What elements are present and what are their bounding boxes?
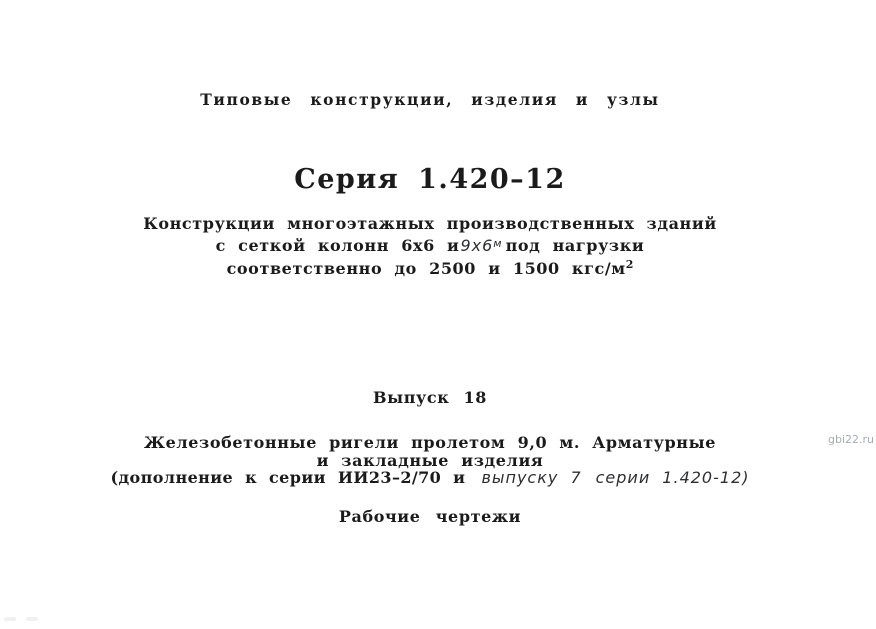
scan-artifact	[26, 617, 38, 621]
issue-label: Выпуск 18	[372, 388, 488, 407]
subject-line-3-prefix: (дополнение к серии ИИ23–2/70 и	[110, 468, 466, 487]
series-title: Серия 1.420–12	[294, 164, 566, 195]
issue-reference-insert: выпуску 7	[481, 468, 582, 487]
description-line-3-text: соответственно до 2500 и 1500 кгс/м	[226, 259, 626, 278]
meters-unit: м	[493, 237, 503, 250]
subject-line-2: и закладные изделия	[316, 451, 544, 470]
document-type: Рабочие чертежи	[338, 507, 522, 526]
description-line-2-prefix: с сеткой колонн 6х6 и	[215, 236, 460, 255]
description-line-1: Конструкции многоэтажных производственных зданий	[143, 214, 717, 233]
description-line-2	[0, 236, 860, 255]
series-reference-insert: серии 1.420-12)	[595, 468, 750, 487]
superscript-2: 2	[625, 258, 634, 271]
description-line-2-suffix: под нагрузки	[505, 236, 645, 255]
site-watermark: gbi22.ru	[827, 433, 874, 446]
grid-size-insert: 9х6	[460, 236, 494, 255]
scan-artifact	[4, 617, 16, 621]
subject-line-1: Железобетонные ригели пролетом 9,0 м. Арматурные	[143, 433, 716, 452]
document-header: Типовые конструкции, изделия и узлы	[200, 90, 660, 109]
subject-line-3	[0, 468, 860, 487]
description-line-3	[0, 258, 860, 278]
